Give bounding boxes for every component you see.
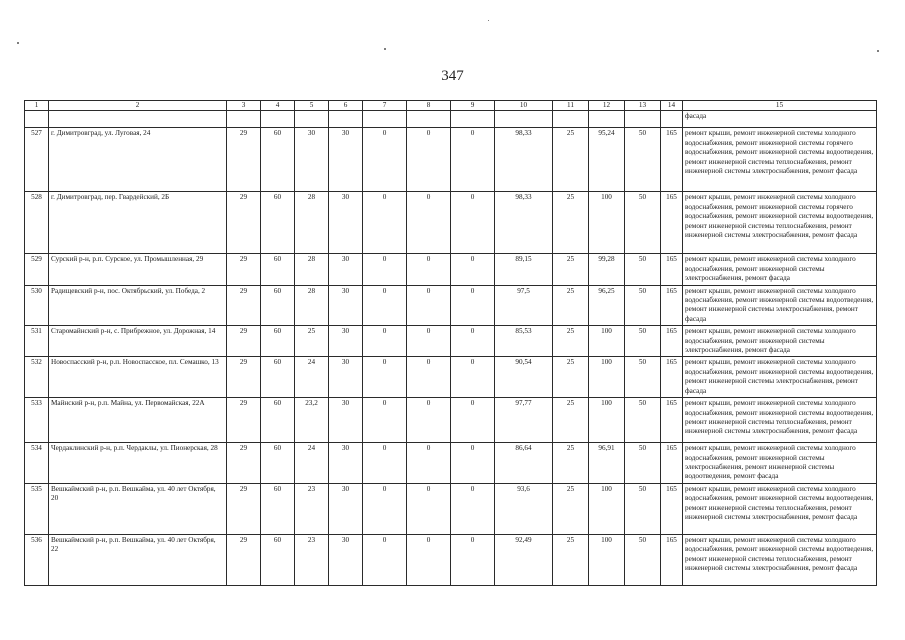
table-header-row — [25, 101, 877, 111]
value-cell: 97,77 — [495, 398, 553, 443]
value-cell: 50 — [625, 398, 661, 443]
value-cell: 25 — [553, 285, 589, 326]
row-number-cell: 536 — [25, 534, 49, 585]
value-cell: 165 — [661, 326, 683, 357]
value-cell: 50 — [625, 254, 661, 285]
header-cell: 13 — [625, 101, 661, 111]
empty-cell — [407, 111, 451, 128]
value-cell: 30 — [329, 483, 363, 534]
value-cell: 30 — [329, 443, 363, 484]
value-cell: 100 — [589, 326, 625, 357]
header-cell: 10 — [495, 101, 553, 111]
value-cell: 0 — [451, 285, 495, 326]
value-cell: 0 — [407, 192, 451, 254]
value-cell: 100 — [589, 398, 625, 443]
header-cell: 15 — [683, 101, 877, 111]
table-row — [25, 254, 877, 285]
value-cell: 98,33 — [495, 128, 553, 192]
value-cell: 0 — [363, 326, 407, 357]
value-cell: 0 — [363, 357, 407, 398]
value-cell: 165 — [661, 285, 683, 326]
header-cell: 2 — [49, 101, 227, 111]
value-cell: 30 — [295, 128, 329, 192]
row-number-cell: 534 — [25, 443, 49, 484]
value-cell: 29 — [227, 483, 261, 534]
value-cell: 96,25 — [589, 285, 625, 326]
value-cell: 92,49 — [495, 534, 553, 585]
page-number: 347 — [441, 68, 464, 84]
works-cell: ремонт крыши, ремонт инженерной системы холодного водоснабжения, ремонт инженерной системы водоотведения, ремонт инженерной системы электроснабжения, ремонт фасада — [683, 285, 877, 326]
value-cell: 23 — [295, 534, 329, 585]
value-cell: 28 — [295, 285, 329, 326]
scan-speck — [877, 50, 879, 52]
value-cell: 28 — [295, 192, 329, 254]
row-number-cell: 533 — [25, 398, 49, 443]
value-cell: 85,53 — [495, 326, 553, 357]
value-cell: 50 — [625, 192, 661, 254]
value-cell: 23 — [295, 483, 329, 534]
works-cell: ремонт крыши, ремонт инженерной системы холодного водоснабжения, ремонт инженерной системы водоотведения, ремонт инженерной системы теплоснабжения, ремонт инженерной системы электроснабжения, ремонт фасада — [683, 398, 877, 443]
value-cell: 29 — [227, 357, 261, 398]
header-cell: 11 — [553, 101, 589, 111]
row-number-cell: 527 — [25, 128, 49, 192]
header-cell: 3 — [227, 101, 261, 111]
value-cell: 29 — [227, 443, 261, 484]
empty-cell — [553, 111, 589, 128]
value-cell: 0 — [407, 128, 451, 192]
empty-cell — [661, 111, 683, 128]
value-cell: 0 — [363, 443, 407, 484]
header-cell: 14 — [661, 101, 683, 111]
table-body — [25, 101, 877, 586]
value-cell: 25 — [553, 128, 589, 192]
value-cell: 25 — [553, 483, 589, 534]
value-cell: 96,91 — [589, 443, 625, 484]
empty-cell — [451, 111, 495, 128]
value-cell: 50 — [625, 534, 661, 585]
value-cell: 60 — [261, 254, 295, 285]
value-cell: 86,64 — [495, 443, 553, 484]
value-cell: 25 — [295, 326, 329, 357]
value-cell: 28 — [295, 254, 329, 285]
empty-cell — [49, 111, 227, 128]
value-cell: 30 — [329, 534, 363, 585]
value-cell: 165 — [661, 443, 683, 484]
value-cell: 90,54 — [495, 357, 553, 398]
value-cell: 30 — [329, 254, 363, 285]
table-row — [25, 483, 877, 534]
header-cell: 6 — [329, 101, 363, 111]
value-cell: 0 — [363, 192, 407, 254]
header-cell: 8 — [407, 101, 451, 111]
value-cell: 0 — [407, 357, 451, 398]
value-cell: 60 — [261, 357, 295, 398]
value-cell: 30 — [329, 285, 363, 326]
value-cell: 0 — [451, 192, 495, 254]
address-cell: Радищевский р-н, пос. Октябрьский, ул. Победа, 2 — [49, 285, 227, 326]
row-number-cell: 528 — [25, 192, 49, 254]
value-cell: 0 — [407, 254, 451, 285]
row-number-cell: 530 — [25, 285, 49, 326]
value-cell: 165 — [661, 398, 683, 443]
value-cell: 60 — [261, 192, 295, 254]
address-cell: Новоспасский р-н, р.п. Новоспасское, пл. Семашко, 13 — [49, 357, 227, 398]
value-cell: 0 — [407, 443, 451, 484]
scan-speck — [17, 42, 19, 44]
empty-cell — [25, 111, 49, 128]
value-cell: 25 — [553, 357, 589, 398]
value-cell: 60 — [261, 326, 295, 357]
value-cell: 29 — [227, 398, 261, 443]
value-cell: 60 — [261, 534, 295, 585]
value-cell: 29 — [227, 285, 261, 326]
row-number-cell: 535 — [25, 483, 49, 534]
address-cell: Вешкаймский р-н, р.п. Вешкайма, ул. 40 лет Октября, 20 — [49, 483, 227, 534]
address-cell: Чердаклинский р-н, р.п. Чердаклы, ул. Пионерская, 28 — [49, 443, 227, 484]
address-cell: Сурский р-н, р.п. Сурское, ул. Промышленная, 29 — [49, 254, 227, 285]
continuation-row — [25, 111, 877, 128]
housing-repair-table — [24, 100, 877, 586]
value-cell: 50 — [625, 443, 661, 484]
value-cell: 29 — [227, 254, 261, 285]
works-cell: ремонт крыши, ремонт инженерной системы холодного водоснабжения, ремонт инженерной системы водоотведения, ремонт инженерной системы электроснабжения, ремонт фасада — [683, 357, 877, 398]
value-cell: 60 — [261, 483, 295, 534]
value-cell: 0 — [451, 443, 495, 484]
value-cell: 25 — [553, 443, 589, 484]
value-cell: 98,33 — [495, 192, 553, 254]
empty-cell — [363, 111, 407, 128]
empty-cell — [495, 111, 553, 128]
table-row — [25, 443, 877, 484]
value-cell: 30 — [329, 326, 363, 357]
value-cell: 25 — [553, 398, 589, 443]
value-cell: 30 — [329, 357, 363, 398]
empty-cell — [625, 111, 661, 128]
empty-cell — [227, 111, 261, 128]
value-cell: 30 — [329, 398, 363, 443]
works-cell: ремонт крыши, ремонт инженерной системы холодного водоснабжения, ремонт инженерной системы горячего водоснабжения, ремонт инженерной системы водоотведения, ремонт инженерной системы теплоснабжения, ремонт инженерной системы электроснабжения, ремонт фасада — [683, 192, 877, 254]
value-cell: 0 — [407, 483, 451, 534]
value-cell: 165 — [661, 192, 683, 254]
value-cell: 100 — [589, 192, 625, 254]
value-cell: 0 — [451, 483, 495, 534]
value-cell: 165 — [661, 128, 683, 192]
value-cell: 100 — [589, 357, 625, 398]
header-cell: 12 — [589, 101, 625, 111]
empty-cell — [295, 111, 329, 128]
header-cell: 4 — [261, 101, 295, 111]
value-cell: 29 — [227, 534, 261, 585]
value-cell: 25 — [553, 534, 589, 585]
value-cell: 29 — [227, 192, 261, 254]
value-cell: 50 — [625, 357, 661, 398]
works-cell: ремонт крыши, ремонт инженерной системы холодного водоснабжения, ремонт инженерной системы водоотведения, ремонт инженерной системы теплоснабжения, ремонт инженерной системы электроснабжения, ремонт фасада — [683, 483, 877, 534]
header-cell: 5 — [295, 101, 329, 111]
works-cell: ремонт крыши, ремонт инженерной системы холодного водоснабжения, ремонт инженерной системы водоотведения, ремонт инженерной системы теплоснабжения, ремонт инженерной системы электроснабжения, ремонт фасада — [683, 534, 877, 585]
address-cell: г. Димитровград, ул. Луговая, 24 — [49, 128, 227, 192]
value-cell: 25 — [553, 192, 589, 254]
value-cell: 165 — [661, 254, 683, 285]
value-cell: 60 — [261, 398, 295, 443]
value-cell: 25 — [553, 254, 589, 285]
row-number-cell: 531 — [25, 326, 49, 357]
value-cell: 165 — [661, 534, 683, 585]
value-cell: 165 — [661, 357, 683, 398]
value-cell: 0 — [363, 254, 407, 285]
value-cell: 50 — [625, 285, 661, 326]
address-cell: Вешкаймский р-н, р.п. Вешкайма, ул. 40 лет Октября, 22 — [49, 534, 227, 585]
value-cell: 99,28 — [589, 254, 625, 285]
value-cell: 0 — [363, 285, 407, 326]
address-cell: г. Димитровград, пер. Гвардейский, 2Б — [49, 192, 227, 254]
value-cell: 0 — [451, 357, 495, 398]
value-cell: 24 — [295, 357, 329, 398]
table-row — [25, 398, 877, 443]
empty-cell — [589, 111, 625, 128]
works-cell: ремонт крыши, ремонт инженерной системы холодного водоснабжения, ремонт инженерной системы электроснабжения, ремонт фасада — [683, 254, 877, 285]
value-cell: 95,24 — [589, 128, 625, 192]
table-row — [25, 285, 877, 326]
works-cell: фасада — [683, 111, 877, 128]
value-cell: 60 — [261, 128, 295, 192]
row-number-cell: 532 — [25, 357, 49, 398]
value-cell: 60 — [261, 443, 295, 484]
value-cell: 0 — [451, 534, 495, 585]
works-cell: ремонт крыши, ремонт инженерной системы холодного водоснабжения, ремонт инженерной системы электроснабжения, ремонт фасада — [683, 326, 877, 357]
value-cell: 0 — [451, 128, 495, 192]
value-cell: 0 — [451, 254, 495, 285]
table-row — [25, 534, 877, 585]
value-cell: 50 — [625, 326, 661, 357]
value-cell: 29 — [227, 326, 261, 357]
table-row — [25, 357, 877, 398]
works-cell: ремонт крыши, ремонт инженерной системы холодного водоснабжения, ремонт инженерной системы горячего водоснабжения, ремонт инженерной системы водоотведения, ремонт инженерной системы теплоснабжения, ремонт инженерной системы электроснабжения, ремонт фасада — [683, 128, 877, 192]
value-cell: 93,6 — [495, 483, 553, 534]
value-cell: 30 — [329, 128, 363, 192]
header-cell: 9 — [451, 101, 495, 111]
value-cell: 97,5 — [495, 285, 553, 326]
address-cell: Старомайнский р-н, с. Прибрежное, ул. Дорожная, 14 — [49, 326, 227, 357]
value-cell: 0 — [407, 534, 451, 585]
works-cell: ремонт крыши, ремонт инженерной системы холодного водоснабжения, ремонт инженерной системы электроснабжения, ремонт инженерной системы водоотведения, ремонт фасада — [683, 443, 877, 484]
value-cell: 100 — [589, 483, 625, 534]
scan-speck — [384, 48, 386, 50]
address-cell: Майнский р-н, р.п. Майна, ул. Первомайская, 22А — [49, 398, 227, 443]
table-row — [25, 192, 877, 254]
table-row — [25, 326, 877, 357]
value-cell: 0 — [363, 483, 407, 534]
value-cell: 89,15 — [495, 254, 553, 285]
value-cell: 0 — [363, 128, 407, 192]
value-cell: 29 — [227, 128, 261, 192]
value-cell: 30 — [329, 192, 363, 254]
value-cell: 50 — [625, 483, 661, 534]
value-cell: 60 — [261, 285, 295, 326]
value-cell: 23,2 — [295, 398, 329, 443]
row-number-cell: 529 — [25, 254, 49, 285]
value-cell: 0 — [407, 285, 451, 326]
value-cell: 0 — [363, 398, 407, 443]
value-cell: 50 — [625, 128, 661, 192]
value-cell: 165 — [661, 483, 683, 534]
value-cell: 100 — [589, 534, 625, 585]
header-cell: 1 — [25, 101, 49, 111]
value-cell: 0 — [363, 534, 407, 585]
scan-speck — [488, 20, 489, 21]
value-cell: 0 — [407, 398, 451, 443]
value-cell: 0 — [451, 398, 495, 443]
value-cell: 0 — [451, 326, 495, 357]
empty-cell — [261, 111, 295, 128]
empty-cell — [329, 111, 363, 128]
value-cell: 0 — [407, 326, 451, 357]
value-cell: 25 — [553, 326, 589, 357]
value-cell: 24 — [295, 443, 329, 484]
header-cell: 7 — [363, 101, 407, 111]
table-row — [25, 128, 877, 192]
